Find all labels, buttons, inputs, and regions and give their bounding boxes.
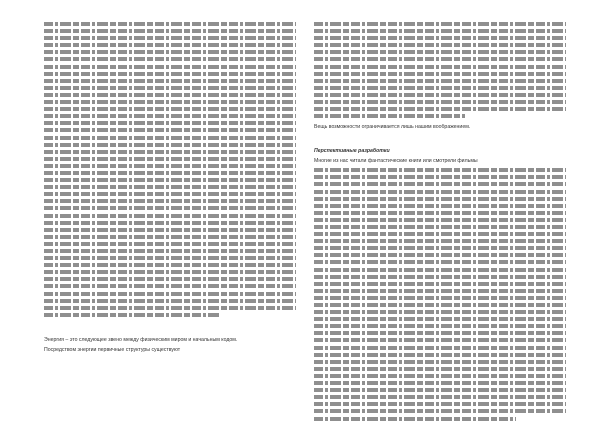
left-column [44,22,296,357]
right-column [314,22,566,427]
left-bottom-line-2: Посредством энергии первичные структуры существуют [44,346,181,353]
paragraph [44,22,296,317]
paragraph [314,22,566,118]
left-bottom-line-1: Энергия – это следующее звено между физическим миром и начальным кодом. [44,336,238,343]
section-heading: Перспективные разработки [314,148,390,155]
section-lead: Многие из нас читали фантастические книги или смотрели фильмы [314,158,478,165]
final-left-line: Вещь возможности ограничивается лишь нашим воображением. [314,124,471,131]
paragraph [314,168,566,420]
